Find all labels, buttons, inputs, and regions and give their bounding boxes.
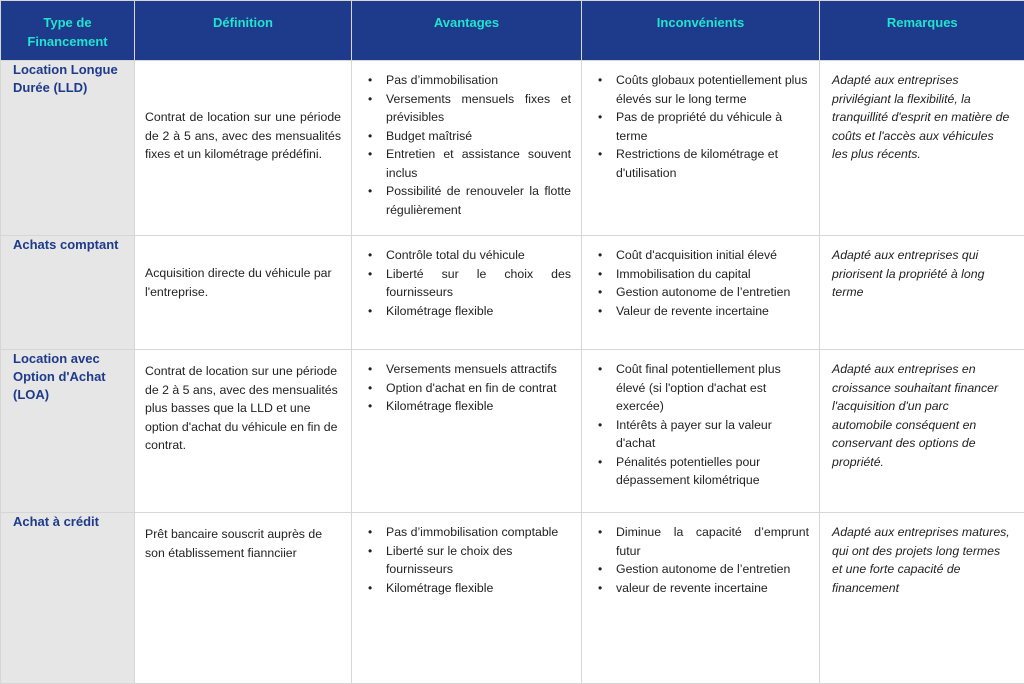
header-row	[1, 1, 1024, 61]
row-type-comptant: Achats comptant	[1, 236, 135, 350]
header-definition: Définition	[135, 1, 352, 61]
list-item: • Pas d’immobilisation comptable	[366, 523, 571, 542]
row-avantages	[352, 236, 582, 350]
list-item: • Kilométrage flexible	[366, 579, 571, 598]
list-item: • Diminue la capacité d’emprunt futur	[596, 523, 809, 560]
list-item: • Coût d'acquisition initial élevé	[596, 246, 809, 265]
row-remarques: Adapté aux entreprises privilégiant la flexibilité, la tranquillité d'esprit en matière de coûts et l'accès aux véhicules les plus récents.	[820, 61, 1024, 236]
row-remarques: Adapté aux entreprises en croissance souhaitant financer l'acquisition d'un parc automobile conséquent en conservant des options de propriété.	[820, 350, 1024, 513]
list-item: • Liberté sur le choix des fournisseurs	[366, 542, 571, 579]
row-definition: Prêt bancaire souscrit auprès de son établissement fiannciier	[135, 513, 352, 684]
list-item: • Immobilisation du capital	[596, 265, 809, 284]
row-type-lld: Location Longue Durée (LLD)	[1, 61, 135, 236]
list-item: • Valeur de revente incertaine	[596, 302, 809, 321]
row-avantages	[352, 513, 582, 684]
list-item: • Liberté sur le choix des fournisseurs	[366, 265, 571, 302]
row-remarques: Adapté aux entreprises qui priorisent la propriété à long terme	[820, 236, 1024, 350]
list-item: • Kilométrage flexible	[366, 302, 571, 321]
list-item: • Contrôle total du véhicule	[366, 246, 571, 265]
row-definition: Contrat de location sur une période de 2 à 5 ans, avec des mensualités plus basses que la LLD et une option d'achat du véhicule en fin de contrat.	[135, 350, 352, 513]
table-row	[1, 513, 1024, 684]
row-type-credit: Achat à crédit	[1, 513, 135, 684]
list-item: • Gestion autonome de l’entretien	[596, 560, 809, 579]
list-item: • Entretien et assistance souvent inclus	[366, 145, 571, 182]
list-item: • Kilométrage flexible	[366, 397, 571, 416]
list-item: • Versements mensuels fixes et prévisibles	[366, 90, 571, 127]
row-inconvenients	[582, 236, 820, 350]
row-inconvenients	[582, 350, 820, 513]
row-definition: Acquisition directe du véhicule par l'entreprise.	[135, 236, 352, 350]
table-row	[1, 350, 1024, 513]
table-row	[1, 236, 1024, 350]
row-remarques: Adapté aux entreprises matures, qui ont des projets long termes et une forte capacité de financement	[820, 513, 1024, 684]
table-row	[1, 61, 1024, 236]
list-item: • valeur de revente incertaine	[596, 579, 809, 598]
list-item: • Gestion autonome de l’entretien	[596, 283, 809, 302]
row-inconvenients	[582, 513, 820, 684]
row-type-loa: Location avec Option d'Achat (LOA)	[1, 350, 135, 513]
list-item: • Pénalités potentielles pour dépassement kilométrique	[596, 453, 809, 490]
list-item: • Coût final potentiellement plus élevé (si l'option d'achat est exercée)	[596, 360, 809, 416]
list-item: • Pas de propriété du véhicule à terme	[596, 108, 809, 145]
row-inconvenients	[582, 61, 820, 236]
list-item: • Intérêts à payer sur la valeur d'achat	[596, 416, 809, 453]
header-remarques: Remarques	[820, 1, 1024, 61]
header-type: Type de Financement	[1, 1, 135, 61]
list-item: • Versements mensuels attractifs	[366, 360, 571, 379]
row-definition: Contrat de location sur une période de 2 à 5 ans, avec des mensualités fixes et un kilométrage prédéfini.	[135, 61, 352, 236]
header-avantages: Avantages	[352, 1, 582, 61]
row-avantages	[352, 61, 582, 236]
list-item: • Option d'achat en fin de contrat	[366, 379, 571, 398]
list-item: • Coûts globaux potentiellement plus élevés sur le long terme	[596, 71, 809, 108]
row-avantages	[352, 350, 582, 513]
list-item: • Pas d’immobilisation	[366, 71, 571, 90]
list-item: • Budget maîtrisé	[366, 127, 571, 146]
header-inconvenients: Inconvénients	[582, 1, 820, 61]
list-item: • Possibilité de renouveler la flotte régulièrement	[366, 182, 571, 219]
list-item: • Restrictions de kilométrage et d'utilisation	[596, 145, 809, 182]
